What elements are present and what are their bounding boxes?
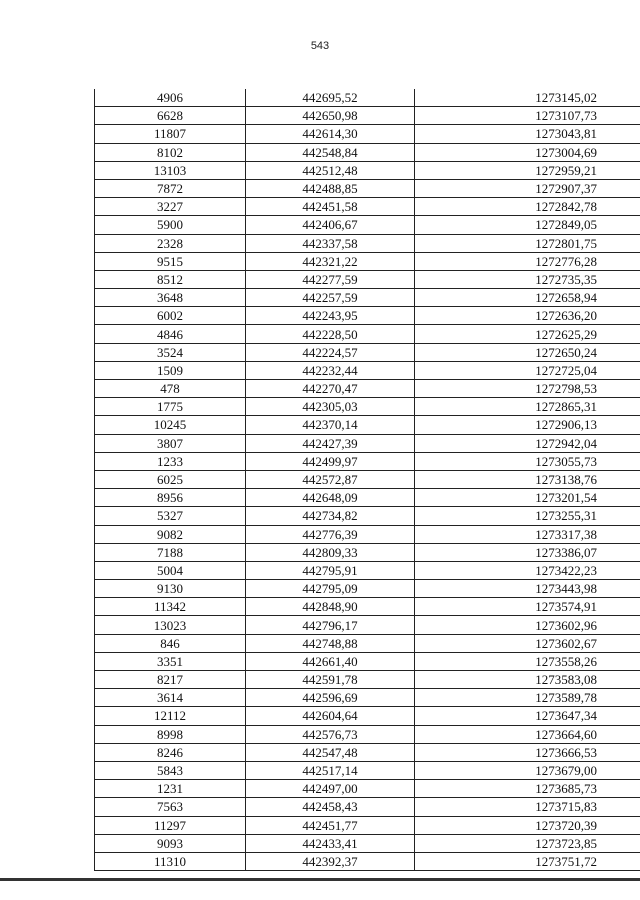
table-row: [95, 634, 640, 652]
point-id-cell: 7563: [95, 798, 246, 816]
table-row: [95, 598, 640, 616]
point-id-cell: 3807: [95, 434, 246, 452]
table-row: [95, 761, 640, 779]
x-coordinate-cell: 442796,17: [246, 616, 415, 634]
table-row: [95, 361, 640, 379]
x-coordinate-cell: 442451,58: [246, 198, 415, 216]
table-row: [95, 852, 640, 870]
point-id-cell: 9130: [95, 580, 246, 598]
table-row: [95, 216, 640, 234]
y-coordinate-cell: 1272658,94: [415, 289, 640, 307]
x-coordinate-cell: 442695,52: [246, 89, 415, 107]
x-coordinate-cell: 442795,91: [246, 561, 415, 579]
x-coordinate-cell: 442648,09: [246, 489, 415, 507]
x-coordinate-cell: 442795,09: [246, 580, 415, 598]
y-coordinate-cell: 1273685,73: [415, 780, 640, 798]
point-id-cell: 13023: [95, 616, 246, 634]
y-coordinate-cell: 1272959,21: [415, 161, 640, 179]
point-id-cell: 8512: [95, 270, 246, 288]
y-coordinate-cell: 1273720,39: [415, 816, 640, 834]
y-coordinate-cell: 1273201,54: [415, 489, 640, 507]
table-row: [95, 307, 640, 325]
x-coordinate-cell: 442547,48: [246, 743, 415, 761]
y-coordinate-cell: 1272849,05: [415, 216, 640, 234]
point-id-cell: 11342: [95, 598, 246, 616]
y-coordinate-cell: 1273145,02: [415, 89, 640, 107]
y-coordinate-cell: 1272942,04: [415, 434, 640, 452]
table-body: [95, 89, 640, 871]
y-coordinate-cell: 1273043,81: [415, 125, 640, 143]
x-coordinate-cell: 442517,14: [246, 761, 415, 779]
x-coordinate-cell: 442337,58: [246, 234, 415, 252]
point-id-cell: 4906: [95, 89, 246, 107]
x-coordinate-cell: 442848,90: [246, 598, 415, 616]
y-coordinate-cell: 1273255,31: [415, 507, 640, 525]
table-row: [95, 816, 640, 834]
y-coordinate-cell: 1273666,53: [415, 743, 640, 761]
point-id-cell: 1233: [95, 452, 246, 470]
x-coordinate-cell: 442243,95: [246, 307, 415, 325]
table-row: [95, 234, 640, 252]
point-id-cell: 5900: [95, 216, 246, 234]
y-coordinate-cell: 1273589,78: [415, 689, 640, 707]
x-coordinate-cell: 442392,37: [246, 852, 415, 870]
bottom-rule: [0, 878, 640, 881]
table-row: [95, 580, 640, 598]
y-coordinate-cell: 1272735,35: [415, 270, 640, 288]
point-id-cell: 10245: [95, 416, 246, 434]
point-id-cell: 9515: [95, 252, 246, 270]
x-coordinate-cell: 442591,78: [246, 671, 415, 689]
table-row: [95, 834, 640, 852]
point-id-cell: 1231: [95, 780, 246, 798]
point-id-cell: 8998: [95, 725, 246, 743]
y-coordinate-cell: 1273723,85: [415, 834, 640, 852]
x-coordinate-cell: 442512,48: [246, 161, 415, 179]
x-coordinate-cell: 442604,64: [246, 707, 415, 725]
y-coordinate-cell: 1272636,20: [415, 307, 640, 325]
y-coordinate-cell: 1273558,26: [415, 652, 640, 670]
x-coordinate-cell: 442497,00: [246, 780, 415, 798]
y-coordinate-cell: 1272906,13: [415, 416, 640, 434]
table-row: [95, 416, 640, 434]
x-coordinate-cell: 442576,73: [246, 725, 415, 743]
point-id-cell: 7872: [95, 179, 246, 197]
point-id-cell: 5843: [95, 761, 246, 779]
table-row: [95, 489, 640, 507]
table-row: [95, 616, 640, 634]
point-id-cell: 5327: [95, 507, 246, 525]
y-coordinate-cell: 1272801,75: [415, 234, 640, 252]
table-row: [95, 671, 640, 689]
table-row: [95, 343, 640, 361]
x-coordinate-cell: 442650,98: [246, 107, 415, 125]
y-coordinate-cell: 1273583,08: [415, 671, 640, 689]
table-row: [95, 507, 640, 525]
point-id-cell: 2328: [95, 234, 246, 252]
y-coordinate-cell: 1273386,07: [415, 543, 640, 561]
x-coordinate-cell: 442499,97: [246, 452, 415, 470]
table-row: [95, 161, 640, 179]
point-id-cell: 5004: [95, 561, 246, 579]
point-id-cell: 11807: [95, 125, 246, 143]
point-id-cell: 11310: [95, 852, 246, 870]
y-coordinate-cell: 1273602,96: [415, 616, 640, 634]
y-coordinate-cell: 1272907,37: [415, 179, 640, 197]
point-id-cell: 8102: [95, 143, 246, 161]
table-row: [95, 561, 640, 579]
y-coordinate-cell: 1273679,00: [415, 761, 640, 779]
y-coordinate-cell: 1272776,28: [415, 252, 640, 270]
point-id-cell: 8956: [95, 489, 246, 507]
y-coordinate-cell: 1273055,73: [415, 452, 640, 470]
y-coordinate-cell: 1273602,67: [415, 634, 640, 652]
point-id-cell: 846: [95, 634, 246, 652]
y-coordinate-cell: 1272725,04: [415, 361, 640, 379]
y-coordinate-cell: 1272650,24: [415, 343, 640, 361]
y-coordinate-cell: 1273443,98: [415, 580, 640, 598]
point-id-cell: 4846: [95, 325, 246, 343]
x-coordinate-cell: 442321,22: [246, 252, 415, 270]
y-coordinate-cell: 1273004,69: [415, 143, 640, 161]
table-row: [95, 707, 640, 725]
x-coordinate-cell: 442451,77: [246, 816, 415, 834]
y-coordinate-cell: 1273574,91: [415, 598, 640, 616]
x-coordinate-cell: 442776,39: [246, 525, 415, 543]
point-id-cell: 478: [95, 380, 246, 398]
point-id-cell: 3351: [95, 652, 246, 670]
x-coordinate-cell: 442433,41: [246, 834, 415, 852]
x-coordinate-cell: 442734,82: [246, 507, 415, 525]
x-coordinate-cell: 442224,57: [246, 343, 415, 361]
x-coordinate-cell: 442661,40: [246, 652, 415, 670]
point-id-cell: 11297: [95, 816, 246, 834]
page-number: 543: [310, 40, 330, 52]
y-coordinate-cell: 1272625,29: [415, 325, 640, 343]
x-coordinate-cell: 442809,33: [246, 543, 415, 561]
table-row: [95, 525, 640, 543]
table-row: [95, 470, 640, 488]
table-row: [95, 743, 640, 761]
table-row: [95, 725, 640, 743]
table-row: [95, 179, 640, 197]
point-id-cell: 6025: [95, 470, 246, 488]
table-row: [95, 398, 640, 416]
x-coordinate-cell: 442228,50: [246, 325, 415, 343]
x-coordinate-cell: 442257,59: [246, 289, 415, 307]
table-row: [95, 252, 640, 270]
table-row: [95, 380, 640, 398]
x-coordinate-cell: 442270,47: [246, 380, 415, 398]
y-coordinate-cell: 1273647,34: [415, 707, 640, 725]
point-id-cell: 3227: [95, 198, 246, 216]
table-row: [95, 198, 640, 216]
point-id-cell: 7188: [95, 543, 246, 561]
table-row: [95, 652, 640, 670]
y-coordinate-cell: 1273138,76: [415, 470, 640, 488]
y-coordinate-cell: 1273422,23: [415, 561, 640, 579]
x-coordinate-cell: 442277,59: [246, 270, 415, 288]
y-coordinate-cell: 1273317,38: [415, 525, 640, 543]
x-coordinate-cell: 442572,87: [246, 470, 415, 488]
table-row: [95, 452, 640, 470]
point-id-cell: 3524: [95, 343, 246, 361]
point-id-cell: 3648: [95, 289, 246, 307]
x-coordinate-cell: 442370,14: [246, 416, 415, 434]
point-id-cell: 8246: [95, 743, 246, 761]
table-row: [95, 689, 640, 707]
point-id-cell: 6002: [95, 307, 246, 325]
x-coordinate-cell: 442305,03: [246, 398, 415, 416]
point-id-cell: 12112: [95, 707, 246, 725]
coordinates-table: [94, 89, 640, 871]
x-coordinate-cell: 442458,43: [246, 798, 415, 816]
table-row: [95, 270, 640, 288]
point-id-cell: 1775: [95, 398, 246, 416]
x-coordinate-cell: 442614,30: [246, 125, 415, 143]
point-id-cell: 9093: [95, 834, 246, 852]
y-coordinate-cell: 1272865,31: [415, 398, 640, 416]
x-coordinate-cell: 442488,85: [246, 179, 415, 197]
x-coordinate-cell: 442406,67: [246, 216, 415, 234]
x-coordinate-cell: 442232,44: [246, 361, 415, 379]
table-row: [95, 89, 640, 107]
y-coordinate-cell: 1273107,73: [415, 107, 640, 125]
y-coordinate-cell: 1273664,60: [415, 725, 640, 743]
y-coordinate-cell: 1273715,83: [415, 798, 640, 816]
table-row: [95, 143, 640, 161]
x-coordinate-cell: 442548,84: [246, 143, 415, 161]
table-row: [95, 289, 640, 307]
table-row: [95, 543, 640, 561]
x-coordinate-cell: 442427,39: [246, 434, 415, 452]
table-row: [95, 125, 640, 143]
point-id-cell: 3614: [95, 689, 246, 707]
y-coordinate-cell: 1272842,78: [415, 198, 640, 216]
y-coordinate-cell: 1273751,72: [415, 852, 640, 870]
table-row: [95, 798, 640, 816]
table-row: [95, 434, 640, 452]
point-id-cell: 9082: [95, 525, 246, 543]
point-id-cell: 8217: [95, 671, 246, 689]
point-id-cell: 13103: [95, 161, 246, 179]
point-id-cell: 6628: [95, 107, 246, 125]
point-id-cell: 1509: [95, 361, 246, 379]
table-row: [95, 780, 640, 798]
y-coordinate-cell: 1272798,53: [415, 380, 640, 398]
x-coordinate-cell: 442596,69: [246, 689, 415, 707]
table-row: [95, 325, 640, 343]
x-coordinate-cell: 442748,88: [246, 634, 415, 652]
table-row: [95, 107, 640, 125]
